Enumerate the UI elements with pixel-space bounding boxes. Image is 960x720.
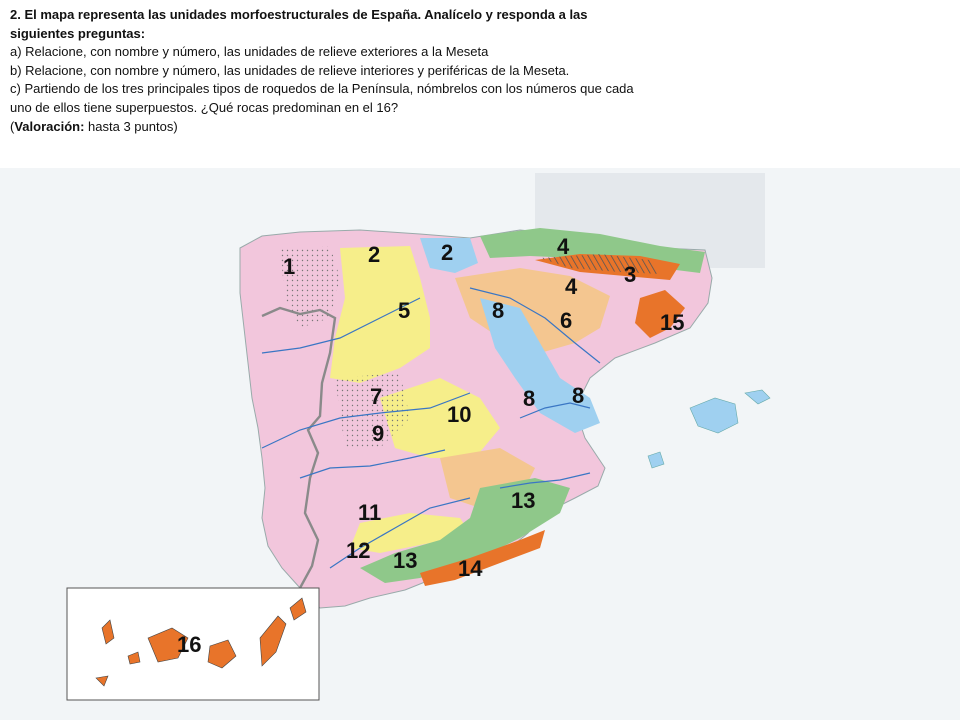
unit-label: 8	[572, 383, 585, 408]
question-text	[10, 6, 650, 136]
unit-label: 16	[177, 632, 202, 657]
unit-label: 13	[393, 548, 418, 573]
question-part-c: c) Partiendo de los tres principales tipos de roquedos de la Península, nómbrelos con los números que cada uno de ellos tiene superpuestos. ¿Qué rocas predominan en el 16?	[10, 81, 634, 115]
unit-label: 12	[346, 538, 371, 563]
unit-label: 5	[398, 298, 411, 323]
unit-label: 4	[565, 274, 578, 299]
unit-label: 9	[372, 421, 385, 446]
question-valuation: (Valoración: hasta 3 puntos)	[10, 118, 178, 134]
unit-label: 2	[441, 240, 454, 265]
unit-label: 13	[511, 488, 536, 513]
unit-label: 15	[660, 310, 685, 335]
unit-label: 14	[458, 556, 483, 581]
unit-label: 11	[358, 500, 382, 525]
unit-label: 3	[624, 262, 637, 287]
unit-label: 4	[557, 234, 570, 259]
unit-label: 6	[560, 308, 573, 333]
question-part-a: a) Relacione, con nombre y número, las unidades de relieve exteriores a la Meseta	[10, 44, 489, 60]
unit-label: 10	[447, 402, 472, 427]
unit-label: 1	[283, 254, 296, 279]
unit-label: 2	[368, 242, 381, 267]
morphostructural-map	[0, 168, 960, 720]
map-svg	[0, 168, 960, 720]
question-title: 2. El mapa representa las unidades morfoestructurales de España. Analícelo y responda a las siguientes preguntas:	[10, 7, 588, 41]
unit-label: 8	[523, 386, 536, 411]
question-part-b: b) Relacione, con nombre y número, las unidades de relieve interiores y periféricas de la Meseta.	[10, 62, 570, 78]
unit-label: 8	[492, 298, 505, 323]
unit-label: 7	[370, 384, 383, 409]
